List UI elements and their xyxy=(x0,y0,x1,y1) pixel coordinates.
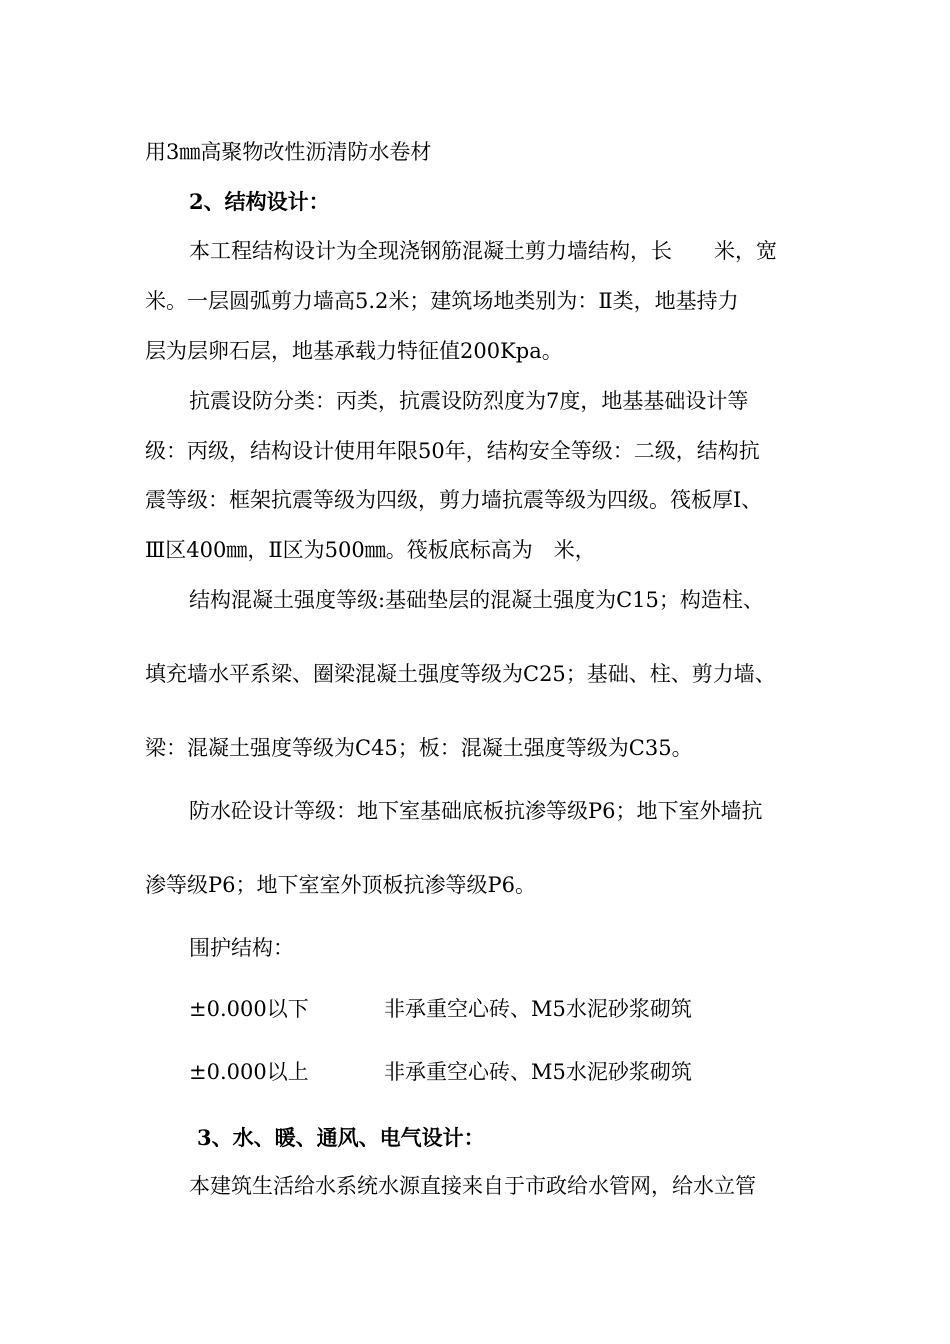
paragraph-line: 围护结构： xyxy=(189,936,294,960)
paragraph-line: 本工程结构设计为全现浇钢筋混凝土剪力墙结构，长 米，宽 xyxy=(189,239,777,263)
paragraph-line: 震等级：框架抗震等级为四级，剪力墙抗震等级为四级。筏板厚Ⅰ、 xyxy=(145,488,763,512)
enclosure-row-above xyxy=(189,1058,749,1086)
paragraph-line: 用3㎜高聚物改性沥清防水卷材 xyxy=(145,140,432,164)
paragraph-line: 层为层卵石层，地基承载力特征值200Kpa。 xyxy=(145,339,563,363)
enclosure-label-below: ±0.000以下 xyxy=(189,997,309,1021)
paragraph-line: 梁：混凝土强度等级为C45；板：混凝土强度等级为C35。 xyxy=(145,736,693,760)
enclosure-label-above: ±0.000以上 xyxy=(189,1060,309,1084)
section-heading-mep: 3、水、暖、通风、电气设计： xyxy=(197,1125,485,1150)
paragraph-line: Ⅲ区400㎜，Ⅱ区为500㎜。筏板底标高为 米， xyxy=(145,538,596,562)
paragraph-line: 结构混凝土强度等级:基础垫层的混凝土强度为C15；构造柱、 xyxy=(189,588,764,612)
enclosure-value-above: 非承重空心砖、M5水泥砂浆砌筑 xyxy=(384,1060,692,1084)
section-heading-structure: 2、结构设计： xyxy=(189,189,330,214)
paragraph-line: 抗震设防分类：丙类，抗震设防烈度为7度，地基基础设计等 xyxy=(189,389,749,413)
paragraph-line: 本建筑生活给水系统水源直接来自于市政给水管网，给水立管 xyxy=(189,1174,756,1198)
paragraph-line: 级：丙级，结构设计使用年限50年，结构安全等级：二级，结构抗 xyxy=(145,439,760,463)
paragraph-line: 米。一层圆弧剪力墙高5.2米；建筑场地类别为：Ⅱ类，地基持力 xyxy=(145,289,739,313)
enclosure-value-below: 非承重空心砖、M5水泥砂浆砌筑 xyxy=(384,997,692,1021)
paragraph-line: 渗等级P6；地下室室外顶板抗渗等级P6。 xyxy=(145,873,536,897)
enclosure-row-below xyxy=(189,995,749,1023)
paragraph-line: 填充墙水平系梁、圈梁混凝土强度等级为C25；基础、柱、剪力墙、 xyxy=(145,662,776,686)
paragraph-line: 防水砼设计等级：地下室基础底板抗渗等级P6；地下室外墙抗 xyxy=(189,799,763,823)
